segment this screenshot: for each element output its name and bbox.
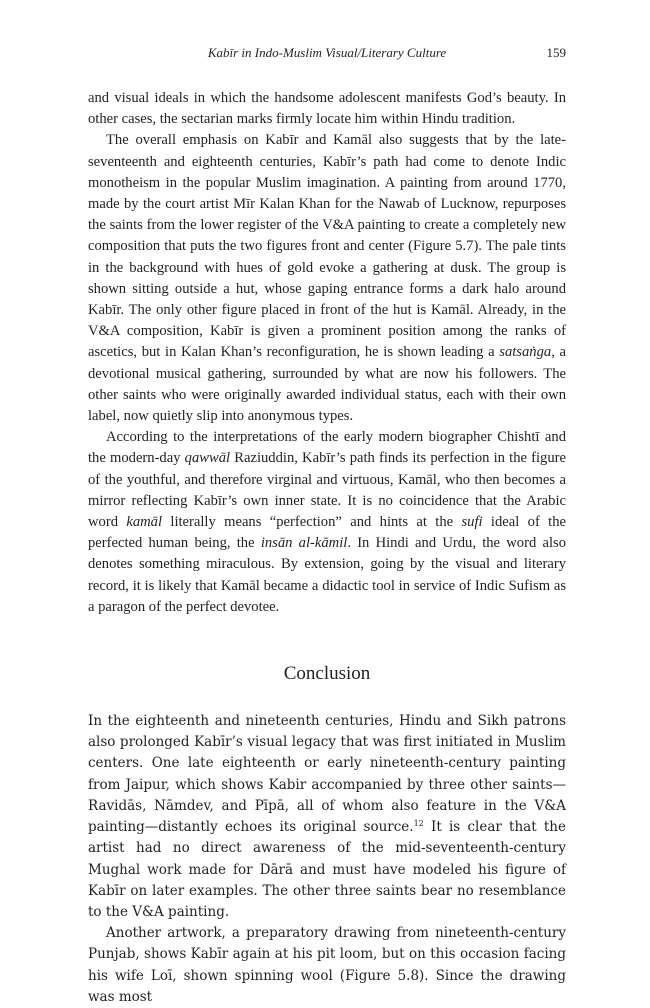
paragraph-text: It is clear that the artist had no direct awareness of the mid-seventeenth-century Mughal work made for Dārā and must have modeled his figure of Kabīr on later examples. The other three saints bear no resemblance to the V&A painting. bbox=[88, 819, 566, 920]
paragraph-text: Raziuddin, Kabīr’s path finds its perfection in the figure of the youthful, and therefore virginal and virtuous, Kamāl, who then becomes a mirror reflecting Kabīr’s own inner state. It is no coincidence that the Arabic word bbox=[88, 450, 566, 531]
paragraph-text: . In Hindi and Urdu, the word also denotes something miraculous. By extension, going by the visual and literary record, it is likely that Kamāl became a didactic tool in service of Indic Sufism as a paragon of the perfect devotee. bbox=[88, 535, 566, 615]
paragraph bbox=[88, 88, 566, 130]
paragraph-text: literally means “perfection” and hints at the bbox=[162, 514, 462, 531]
paragraph-text: According to the interpretations of the early modern biographer Chishtī and the modern-day bbox=[88, 429, 566, 467]
paragraph-text: and visual ideals in which the handsome adolescent manifests God’s beauty. In other cases, the sectarian marks firmly locate him within Hindu tradition. bbox=[88, 90, 566, 128]
paragraph-text: The overall emphasis on Kabīr and Kamāl also suggests that by the late-seventeenth and eighteenth centuries, Kabīr’s path had come to denote Indic monotheism in the popular Muslim imagination. A painting from around 1770, made by the court artist Mīr Kalan Khan for the Nawab of Lucknow, repurposes the saints from the lower register of the V&A painting to create a completely new composition that puts the two figures front and center (Figure 5.7). The pale tints in the background with hues of gold evoke a gathering at dusk. The group is shown sitting outside a hut, whose gaping entrance forms a dark halo around Kabīr. The only other figure placed in front of the hut is Kamāl. Already, in the V&A composition, Kabīr is given a prominent position among the ranks of ascetics, but in Kalan Khan’s reconfiguration, he is shown leading a bbox=[88, 132, 566, 361]
body-text bbox=[88, 88, 566, 1008]
footnote-marker[interactable]: 12 bbox=[413, 819, 424, 829]
paragraph bbox=[88, 923, 566, 1008]
running-header bbox=[88, 45, 566, 63]
paragraph-text: ideal of the perfected human being, the bbox=[88, 514, 566, 552]
section-heading: Conclusion bbox=[283, 663, 371, 685]
conclusion-section bbox=[88, 711, 566, 1008]
paragraph bbox=[88, 711, 566, 923]
italic-term: satsaṅga bbox=[499, 344, 552, 361]
paragraph bbox=[88, 130, 566, 427]
paragraph bbox=[88, 427, 566, 618]
italic-term: qawwāl bbox=[184, 450, 231, 467]
italic-term: insān al-kāmil bbox=[260, 535, 348, 552]
paragraph-text: In the eighteenth and nineteenth centuries, Hindu and Sikh patrons also prolonged Kabīr’s visual legacy that was first initiated in Muslim centers. One late eighteenth or early nineteenth-century painting from Jaipur, which shows Kabir accompanied by three other saints—Ravidās, Nāmdev, and Pīpā, all of whom also feature in the V&A painting—distantly echoes its original source. bbox=[88, 713, 566, 836]
running-title: Kabīr in Indo-Muslim Visual/Literary Culture bbox=[207, 45, 447, 60]
page-number: 159 bbox=[546, 45, 566, 60]
italic-term: kamāl bbox=[126, 514, 163, 531]
paragraph-text: , a devotional musical gathering, surrounded by what are now his followers. The other saints who were originally awarded individual status, each with their own label, now quietly slip into anonymous types. bbox=[88, 344, 566, 425]
italic-term: sufi bbox=[461, 514, 483, 531]
paragraph-text: Another artwork, a preparatory drawing from nineteenth-century Punjab, shows Kabīr again at his pit loom, but on this occasion facing his wife Loī, shown spinning wool (Figure 5.8). Since the drawing was most bbox=[88, 925, 566, 1005]
